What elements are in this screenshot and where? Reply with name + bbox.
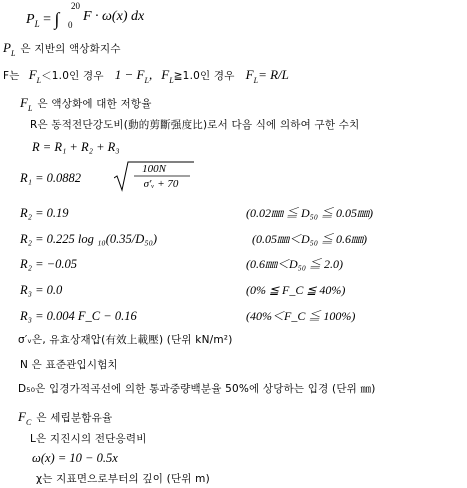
fc-symbol-sub: C bbox=[25, 418, 32, 428]
r1-numerator: 100N bbox=[142, 163, 166, 175]
f-def-expr-1: 1 − F bbox=[114, 67, 145, 82]
f-def-cond-1: ＜1.0인 경우 bbox=[41, 70, 104, 82]
pl-description-text: 은 지반의 액상화지수 bbox=[20, 43, 121, 55]
fl-description bbox=[20, 94, 152, 113]
integral-lower-limit: 0 bbox=[68, 20, 73, 30]
fl-description-text: 은 액상화에 대한 저항율 bbox=[37, 98, 152, 110]
chi-description: χ는 지표면으로부터의 깊이 (단위 m) bbox=[36, 473, 210, 485]
f-def-comma: , bbox=[148, 67, 153, 82]
f-def-expr-1-sub: L bbox=[144, 76, 149, 86]
pl-symbol: P bbox=[3, 40, 11, 55]
coefficient-row-condition: (40%＜F_C ≦ 100%) bbox=[246, 309, 356, 323]
f-def-cond-2: ≧1.0인 경우 bbox=[173, 70, 235, 82]
omega-formula: ω(x) = 10 − 0.5x bbox=[32, 451, 118, 465]
sigma-description: σ′ᵥ은, 유효상재압(有效上載壓) (단위 kN/m²) bbox=[18, 334, 233, 346]
main-formula-eq: = bbox=[43, 12, 51, 27]
main-formula-lhs-sub: L bbox=[34, 18, 40, 29]
coefficient-row-condition: (0.6㎜＜D₅₀ ≦ 2.0) bbox=[246, 257, 344, 271]
coefficient-row-condition: (0% ≦ F_C ≦ 40%) bbox=[246, 283, 346, 297]
f-def-fl-3: F bbox=[245, 67, 254, 82]
r-description: R은 동적전단강도비(動的剪斷强度比)로서 다음 식에 의하여 구한 수치 bbox=[30, 119, 360, 131]
r1-formula-lhs: R₁ = 0.0882 bbox=[20, 171, 82, 185]
coefficient-row-condition: (0.02㎜ ≦ D₅₀ ≦ 0.05㎜) bbox=[246, 206, 374, 220]
coefficient-row-formula: R₃ = 0.004 F_C − 0.16 bbox=[20, 309, 137, 323]
f-def-lead: F는 bbox=[3, 70, 20, 82]
main-formula-lhs: P bbox=[26, 12, 35, 27]
f-def-fl-2: F bbox=[161, 67, 170, 82]
pl-symbol-sub: L bbox=[10, 49, 16, 59]
r1-denominator: σ′ᵥ + 70 bbox=[143, 178, 179, 190]
coefficient-row-formula: R₃ = 0.0 bbox=[20, 283, 63, 297]
f-def-fl-1-sub: L bbox=[36, 76, 42, 86]
fl-symbol-sub: L bbox=[27, 104, 33, 114]
coefficient-row-formula: R₂ = 0.19 bbox=[20, 206, 69, 220]
f-def-fl-2-sub: L bbox=[169, 76, 174, 86]
main-formula bbox=[26, 8, 59, 29]
coefficient-row-condition: (0.05㎜＜D₅₀ ≦ 0.6㎜) bbox=[252, 232, 368, 246]
fl-symbol: F bbox=[20, 95, 28, 110]
pl-description bbox=[3, 39, 121, 58]
l-description: L은 지진시의 전단응력비 bbox=[30, 433, 147, 445]
f-def-fl-3-sub: L bbox=[253, 76, 259, 86]
fc-description bbox=[18, 408, 112, 427]
fc-symbol: F bbox=[18, 409, 26, 424]
coefficient-row-formula: R₂ = 0.225 log ₁₀(0.35/D₅₀) bbox=[20, 232, 158, 246]
f-definition bbox=[3, 66, 289, 85]
n-description: N 은 표준관입시험치 bbox=[20, 359, 118, 371]
main-formula-rhs: F · ω(x) dx bbox=[83, 9, 145, 24]
main-formula-integral: ∫ bbox=[54, 9, 60, 29]
fc-description-text: 은 세립분함유율 bbox=[36, 412, 113, 424]
f-def-fl-1: F bbox=[28, 67, 37, 82]
f-def-expr-2: = R/L bbox=[258, 67, 289, 82]
r-sum-formula: R = R₁ + R₂ + R₃ bbox=[32, 140, 120, 154]
d50-description: D₅₀은 입경가적곡선에 의한 통과중량백분율 50%에 상당하는 입경 (단위 ㎜) bbox=[18, 383, 376, 395]
coefficient-row-formula: R₂ = −0.05 bbox=[20, 257, 77, 271]
integral-upper-limit: 20 bbox=[71, 1, 80, 11]
